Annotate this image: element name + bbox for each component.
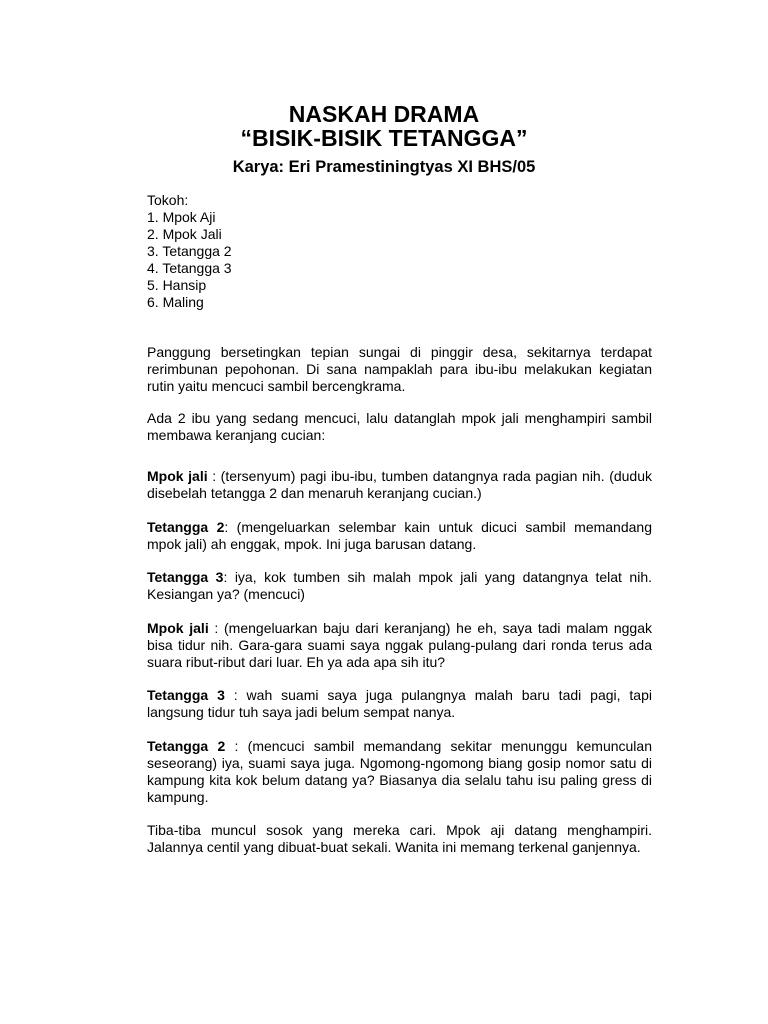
speaker-name: Tetangga 3: [147, 569, 224, 585]
author-line: Karya: Eri Pramestiningtyas XI BHS/05: [232, 158, 536, 176]
dialog-line: [147, 519, 652, 553]
character-item: 3. Tetangga 2: [147, 243, 232, 259]
dialog-text: : (mengeluarkan baju dari keranjang) he eh, saya tadi malam nggak bisa tidur nih. Gara-gara suami saya nggak pulang-pulang dari ronda terus ada suara ribut-ribut dari luar. Eh ya ada apa sih itu?: [147, 620, 652, 670]
closing-paragraph: Tiba-tiba muncul sosok yang mereka cari. Mpok aji datang menghampiri. Jalannya centil yang dibuat-buat sekali. Wanita ini memang terkenal ganjennya.: [147, 822, 652, 855]
setting-paragraph: Panggung bersetingkan tepian sungai di pinggir desa, sekitarnya terdapat rerimbunan pepohonan. Di sana nampaklah para ibu-ibu melakukan kegiatan rutin yaitu mencuci sambil bercengkrama.: [147, 344, 652, 394]
document-subtitle: “BISIK-BISIK TETANGGA”: [240, 125, 528, 151]
dialog-line: [147, 620, 652, 671]
character-item: 6. Maling: [147, 294, 204, 310]
dialog-line: [147, 738, 652, 806]
speaker-name: Mpok jali: [147, 468, 208, 484]
character-item: 5. Hansip: [147, 277, 207, 293]
dialog-text: : (tersenyum) pagi ibu-ibu, tumben datangnya rada pagian nih. (duduk disebelah tetangga 2 dan menaruh keranjang cucian.): [147, 468, 652, 501]
character-list-heading: Tokoh:: [147, 192, 189, 208]
dialog-text: : wah suami saya juga pulangnya malah baru tadi pagi, tapi langsung tidur tuh saya jadi belum sempat nanya.: [147, 687, 652, 720]
character-item: 1. Mpok Aji: [147, 209, 216, 225]
document-title: NASKAH DRAMA: [288, 101, 480, 127]
character-list: [147, 192, 232, 311]
dialog-text: : (mencuci sambil memandang sekitar menunggu kemunculan seseorang) iya, suami saya juga. Ngomong-ngomong biang gosip nomor satu di kampung kita kok belum datang ya? Biasanya dia selalu tahu isu paling gress di kampung.: [147, 738, 652, 805]
dialog-line: [147, 569, 652, 603]
dialog-line: [147, 468, 652, 502]
dialog-text: : iya, kok tumben sih malah mpok jali yang datangnya telat nih. Kesiangan ya? (mencuci): [147, 569, 652, 602]
character-item: 4. Tetangga 3: [147, 260, 232, 276]
speaker-name: Mpok jali: [147, 620, 209, 636]
dialog-text: : (mengeluarkan selembar kain untuk dicuci sambil memandang mpok jali) ah enggak, mpok. Ini juga barusan datang.: [147, 519, 652, 552]
speaker-name: Tetangga 2: [147, 519, 225, 535]
speaker-name: Tetangga 3: [147, 687, 225, 703]
dialog-line: [147, 687, 652, 721]
intro-paragraph: Ada 2 ibu yang sedang mencuci, lalu datanglah mpok jali menghampiri sambil membawa keranjang cucian:: [147, 410, 652, 443]
speaker-name: Tetangga 2: [147, 738, 226, 754]
character-item: 2. Mpok Jali: [147, 226, 222, 242]
